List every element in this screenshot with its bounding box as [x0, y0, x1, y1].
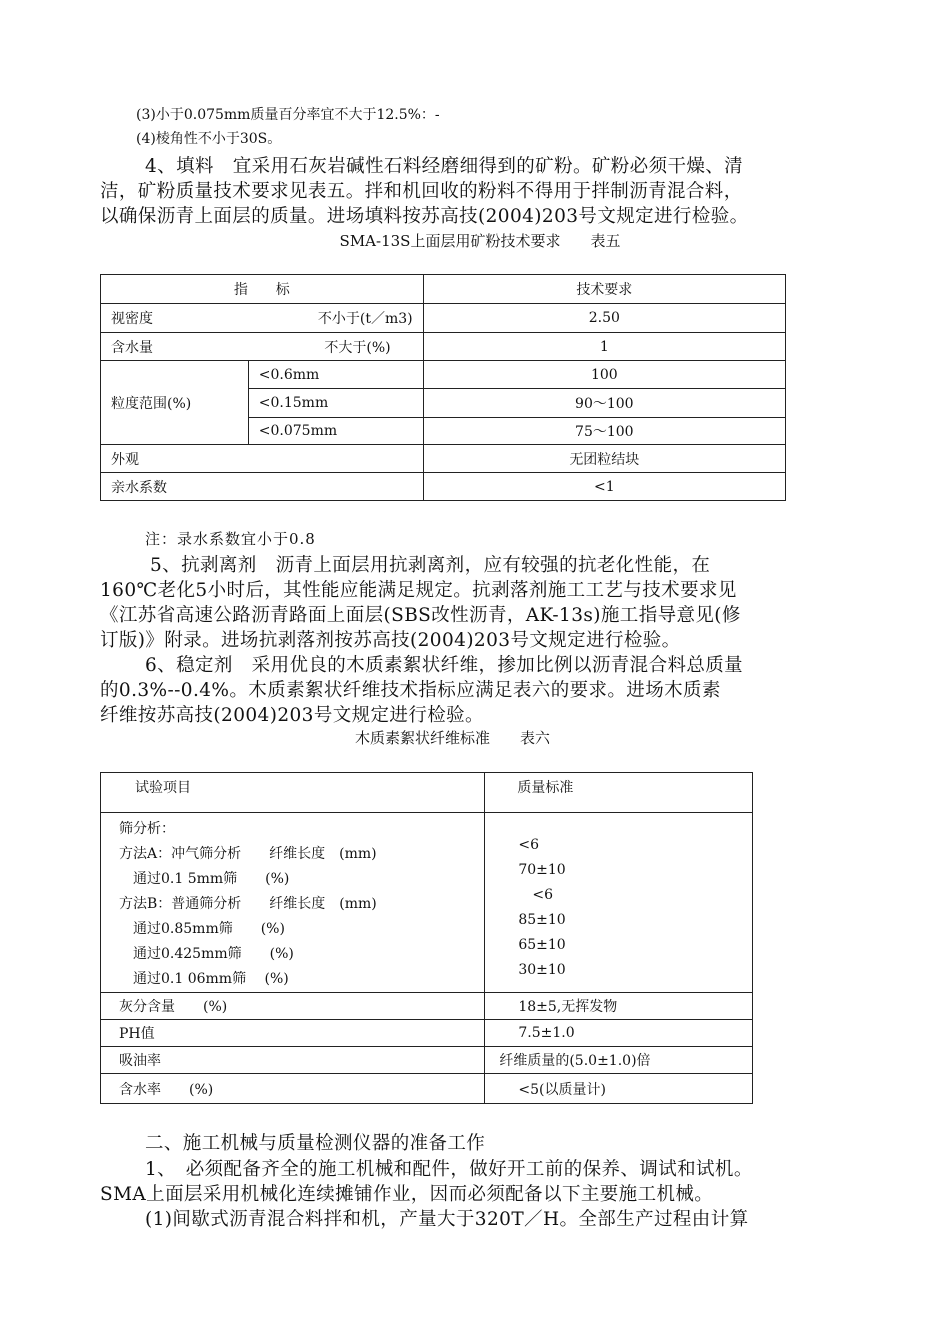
list-item-4: (4)棱角性不小于30S。 [136, 131, 282, 147]
row-condition: 不小于(t／m3) [317, 311, 413, 327]
section2-line1: 1、 必须配备齐全的施工机械和配件，做好开工前的保养、调试和试机。 [145, 1159, 753, 1180]
table6-header-standard: 质量标准 [485, 773, 753, 813]
para5-line1: 5、抗剥离剂 沥青上面层用抗剥离剂，应有较强的抗老化性能，在 [150, 555, 711, 576]
table5-row-moisture [101, 333, 424, 361]
sieve-line: 通过0.425mm筛 (%) [119, 946, 294, 962]
table5-row-gradation: 粒度范围(%) [101, 361, 249, 445]
para5-line4: 订版)》附录。进场抗剥落剂按苏高技(2004)203号文规定进行检验。 [100, 630, 681, 651]
row-name: 含水量 [111, 339, 153, 356]
table6-row-moisture: 含水率 (%) [101, 1074, 485, 1104]
sieve-line: 通过0.85mm筛 (%) [119, 921, 285, 937]
row-value: 2.50 [423, 304, 785, 333]
sieve-line: 通过0.1 06mm筛 (%) [119, 971, 289, 987]
sieve-value: 70±10 [518, 862, 566, 878]
table5-caption: SMA-13S上面层用矿粉技术要求 表五 [339, 232, 621, 250]
row-value: 纤维质量的(5.0±1.0)倍 [485, 1047, 753, 1074]
sieve-line: 方法B：普通筛分析 纤维长度 (mm) [119, 896, 377, 912]
row-name: 视密度 [111, 311, 153, 327]
sieve-value: 30±10 [518, 962, 566, 978]
row-value: 18±5,无挥发物 [485, 993, 753, 1020]
table6 [100, 772, 753, 1104]
table5-header-requirement: 技术要求 [423, 275, 785, 304]
table5-row-hydrophilic: 亲水系数 [101, 473, 424, 501]
sieve-line: 方法A：冲气筛分析 纤维长度 (mm) [119, 846, 377, 862]
para6-line1: 6、稳定剂 采用优良的木质素絮状纤维，掺加比例以沥青混合料总质量 [145, 655, 744, 676]
list-item-3: (3)小于0.075mm质量百分率宜不大于12.5%：- [136, 107, 440, 123]
row-value: <1 [423, 473, 785, 501]
para4-line2: 洁，矿粉质量技术要求见表五。拌和机回收的粉料不得用于拌制沥青混合料， [100, 181, 743, 202]
sieve-line: 筛分析： [119, 821, 175, 837]
row-value: 7.5±1.0 [485, 1020, 753, 1047]
para6-line3: 纤维按苏高技(2004)203号文规定进行检验。 [100, 705, 484, 726]
section2-line2: SMA上面层采用机械化连续摊铺作业，因而必须配备以下主要施工机械。 [100, 1184, 714, 1205]
table6-sieve-values [485, 813, 753, 993]
row-value: 1 [423, 333, 785, 361]
para4-line3: 以确保沥青上面层的质量。进场填料按苏高技(2004)203号文规定进行检验。 [100, 206, 749, 227]
table5-row-appearance: 外观 [101, 445, 424, 473]
table5-row-density [101, 304, 424, 333]
para4-line1: 4、填料 宜采用石灰岩碱性石料经磨细得到的矿粉。矿粉必须干燥、清 [145, 156, 744, 177]
section2-title: 二、施工机械与质量检测仪器的准备工作 [145, 1133, 486, 1154]
row-condition: <0.15mm [248, 389, 423, 418]
table6-row-ph: PH值 [101, 1020, 485, 1047]
row-condition: <0.075mm [248, 418, 423, 445]
sieve-value: <6 [518, 837, 539, 853]
section2-line3: (1)间歇式沥青混合料拌和机，产量大于320T／H。全部生产过程由计算 [145, 1209, 749, 1230]
row-condition: 不大于(%) [324, 339, 391, 356]
table6-row-sieve-analysis [101, 813, 485, 993]
table6-row-ash: 灰分含量 (%) [101, 993, 485, 1020]
row-value: 无团粒结块 [423, 445, 785, 473]
para5-line2: 160℃老化5小时后，其性能应能满足规定。抗剥落剂施工工艺与技术要求见 [100, 580, 737, 601]
sieve-value: 85±10 [518, 912, 566, 928]
row-value: 100 [423, 361, 785, 389]
para5-line3: 《江苏省高速公路沥青路面上面层(SBS改性沥青，AK-13s)施工指导意见(修 [100, 605, 741, 626]
row-value: 90～100 [423, 389, 785, 418]
row-value: 75～100 [423, 418, 785, 445]
table5-header-index: 指 标 [101, 275, 424, 304]
table5-note: 注：录水系数宜小于0.8 [145, 530, 316, 548]
sieve-value: 65±10 [518, 937, 566, 953]
sieve-value: <6 [518, 887, 553, 903]
table6-caption: 木质素絮状纤维标准 表六 [355, 729, 551, 747]
row-condition: <0.6mm [248, 361, 423, 389]
table5 [100, 274, 786, 501]
table6-header-item: 试验项目 [101, 773, 485, 813]
para6-line2: 的0.3%--0.4%。木质素絮状纤维技术指标应满足表六的要求。进场木质素 [100, 680, 721, 701]
row-value: <5(以质量计) [485, 1074, 753, 1104]
table6-row-oil-absorption: 吸油率 [101, 1047, 485, 1074]
sieve-line: 通过0.1 5mm筛 (%) [119, 871, 290, 887]
